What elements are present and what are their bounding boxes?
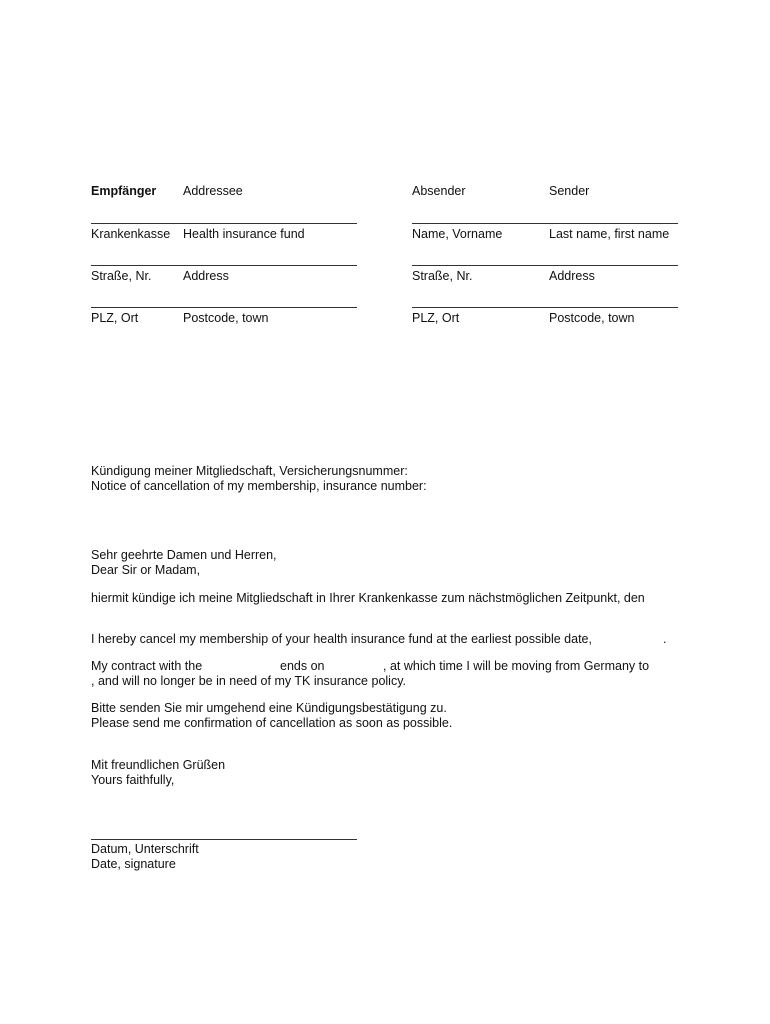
recipient-postcode-label-de: PLZ, Ort (91, 311, 139, 325)
recipient-postcode-label-en: Postcode, town (183, 311, 269, 325)
sender-postcode-label-en: Postcode, town (549, 311, 635, 325)
sender-address-label-de: Straße, Nr. (412, 269, 473, 283)
closing-en: Yours faithfully, (91, 773, 175, 787)
signature-label-en: Date, signature (91, 857, 176, 871)
recipient-heading-en: Addressee (183, 184, 243, 198)
sender-address-line[interactable] (412, 265, 678, 266)
recipient-address-label-en: Address (183, 269, 229, 283)
body-contract-part2: ends on (280, 659, 325, 673)
signature-line[interactable] (91, 839, 357, 840)
signature-label-de: Datum, Unterschrift (91, 842, 199, 856)
body-cancel-en: I hereby cancel my membership of your health insurance fund at the earliest possible date, (91, 632, 592, 646)
sender-postcode-label-de: PLZ, Ort (412, 311, 460, 325)
recipient-fund-line[interactable] (91, 223, 357, 224)
recipient-postcode-line[interactable] (91, 307, 357, 308)
sender-name-label-en: Last name, first name (549, 227, 670, 241)
sender-postcode-line[interactable] (412, 307, 678, 308)
closing-de: Mit freundlichen Grüßen (91, 758, 226, 772)
subject-de: Kündigung meiner Mitgliedschaft, Versicherungsnummer: (91, 464, 408, 478)
body-contract-part3: , at which time I will be moving from Germany to (383, 659, 650, 673)
recipient-fund-label-en: Health insurance fund (183, 227, 305, 241)
sender-name-label-de: Name, Vorname (412, 227, 503, 241)
body-confirm-en: Please send me confirmation of cancellation as soon as possible. (91, 716, 453, 730)
sender-heading-en: Sender (549, 184, 590, 198)
body-contract-part1: My contract with the (91, 659, 203, 673)
salutation-de: Sehr geehrte Damen und Herren, (91, 548, 277, 562)
sender-address-label-en: Address (549, 269, 595, 283)
recipient-fund-label-de: Krankenkasse (91, 227, 171, 241)
body-confirm-de: Bitte senden Sie mir umgehend eine Kündigungsbestätigung zu. (91, 701, 447, 715)
recipient-heading-de: Empfänger (91, 184, 157, 198)
salutation-en: Dear Sir or Madam, (91, 563, 201, 577)
body-cancel-de: hiermit kündige ich meine Mitgliedschaft in Ihrer Krankenkasse zum nächstmöglichen Zeitpunkt, den (91, 591, 645, 605)
body-cancel-en-period: . (663, 632, 667, 646)
subject-en: Notice of cancellation of my membership, insurance number: (91, 479, 427, 493)
recipient-address-line[interactable] (91, 265, 357, 266)
sender-name-line[interactable] (412, 223, 678, 224)
recipient-address-label-de: Straße, Nr. (91, 269, 152, 283)
body-contract-line2: , and will no longer be in need of my TK insurance policy. (91, 674, 406, 688)
sender-heading-de: Absender (412, 184, 466, 198)
